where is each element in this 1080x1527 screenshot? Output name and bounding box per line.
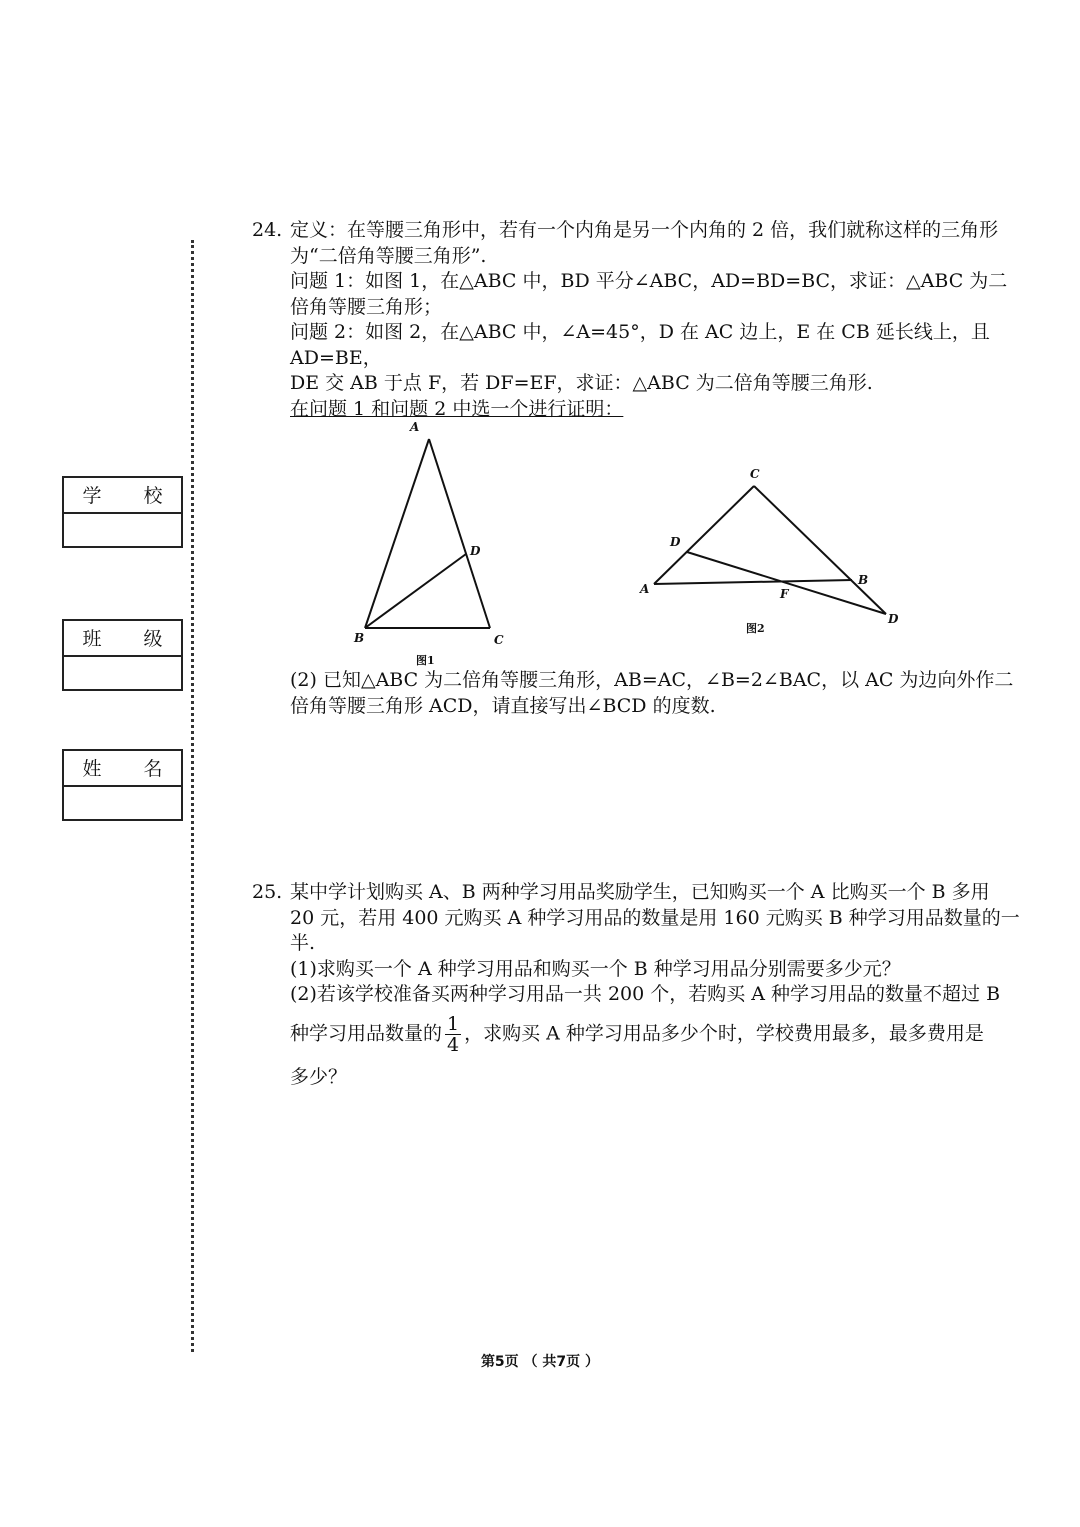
class-box <box>62 619 183 691</box>
q25-part2-a: (2)若该学校准备买两种学习用品一共 200 个，若购买 A 种学习用品的数量不超过 B <box>290 983 1001 1005</box>
q25-line2: 20 元，若用 400 元购买 A 种学习用品的数量是用 160 元购买 B 种学习用品数量的一 <box>290 906 1020 929</box>
q25-line3: 半. <box>290 932 316 954</box>
question-25 <box>252 880 1030 1090</box>
fig1-side-AC <box>429 439 490 628</box>
q24-part2-a: (2) 已知△ABC 为二倍角等腰三角形，AB=AC，∠B=2∠BAC，以 AC 为边向外作二 <box>290 669 1014 691</box>
q24-problem2-a: 问题 2：如图 2，在△ABC 中，∠A=45°，D 在 AC 边上，E 在 CB 延长线上，且 AD=BE， <box>290 321 990 369</box>
page-footer: 第5页 （ 共7页 ） <box>480 1354 600 1370</box>
name-field[interactable] <box>64 787 181 821</box>
fig2-side-CB-extended <box>754 486 886 614</box>
q24-problem1-b: 倍角等腰三角形； <box>290 295 443 318</box>
figure-2 <box>630 460 910 640</box>
fig1-segment-BD <box>365 554 466 628</box>
question-24-part-2 <box>290 668 1030 719</box>
name-box <box>62 749 183 821</box>
question-number: 25. <box>252 881 283 903</box>
class-field[interactable] <box>64 657 181 691</box>
name-label: 姓 名 <box>64 751 181 787</box>
q25-part1: (1)求购买一个 A 种学习用品和购买一个 B 种学习用品分别需要多少元？ <box>290 957 901 980</box>
fig2-label-D1: D <box>670 535 681 549</box>
q25-line1: 某中学计划购买 A、B 两种学习用品奖励学生，已知购买一个 A 比购买一个 B 多用 <box>290 881 990 903</box>
q25-part2-b <box>290 1014 1030 1055</box>
school-label: 学 校 <box>64 478 181 514</box>
fraction-one-quarter <box>445 1014 461 1055</box>
fig1-side-AB <box>365 439 429 628</box>
school-field[interactable] <box>64 514 181 548</box>
q25-part2-c: 多少？ <box>290 1065 348 1088</box>
fraction-numerator: 1 <box>447 1012 460 1035</box>
fig2-caption: 图2 <box>746 622 765 635</box>
fig1-caption: 图1 <box>416 654 435 667</box>
fig2-side-AB <box>654 580 852 584</box>
fig2-label-C: C <box>750 467 760 481</box>
fig2-label-D2: D <box>888 612 899 626</box>
question-24 <box>252 218 1030 422</box>
q24-problem1-a: 问题 1：如图 1，在△ABC 中，BD 平分∠ABC，AD=BD=BC，求证：△ABC 为二 <box>290 270 1008 292</box>
q24-line1: 定义：在等腰三角形中，若有一个内角是另一个内角的 2 倍，我们就称这样的三角形 <box>290 219 999 241</box>
question-number: 24. <box>252 219 283 241</box>
q24-problem2-b: DE 交 AB 于点 F，若 DF=EF，求证：△ABC 为二倍角等腰三角形. <box>290 372 873 394</box>
fig2-label-F: F <box>780 587 789 601</box>
fig1-label-C: C <box>494 633 504 647</box>
fig1-label-B: B <box>354 631 365 645</box>
school-box <box>62 476 183 548</box>
figure-1 <box>340 415 520 670</box>
q24-choose-instruction: 在问题 1 和问题 2 中选一个进行证明： <box>290 397 624 420</box>
class-label: 班 级 <box>64 621 181 657</box>
q25-part2-b-post: ，求购买 A 种学习用品多少个时，学校费用最多，最多费用是 <box>464 1022 984 1044</box>
q24-part2-b: 倍角等腰三角形 ACD，请直接写出∠BCD 的度数. <box>290 694 716 717</box>
fig1-label-A: A <box>410 420 420 434</box>
q24-line2: 为“二倍角等腰三角形”. <box>290 244 487 267</box>
binding-dotted-line <box>191 240 194 1352</box>
fig2-label-A: A <box>640 582 650 596</box>
fig1-label-D: D <box>470 544 481 558</box>
q25-part2-b-pre: 种学习用品数量的 <box>290 1022 443 1044</box>
fraction-denominator: 4 <box>447 1033 460 1056</box>
fig2-label-B: B <box>858 573 869 587</box>
fig2-side-AC <box>654 486 754 584</box>
